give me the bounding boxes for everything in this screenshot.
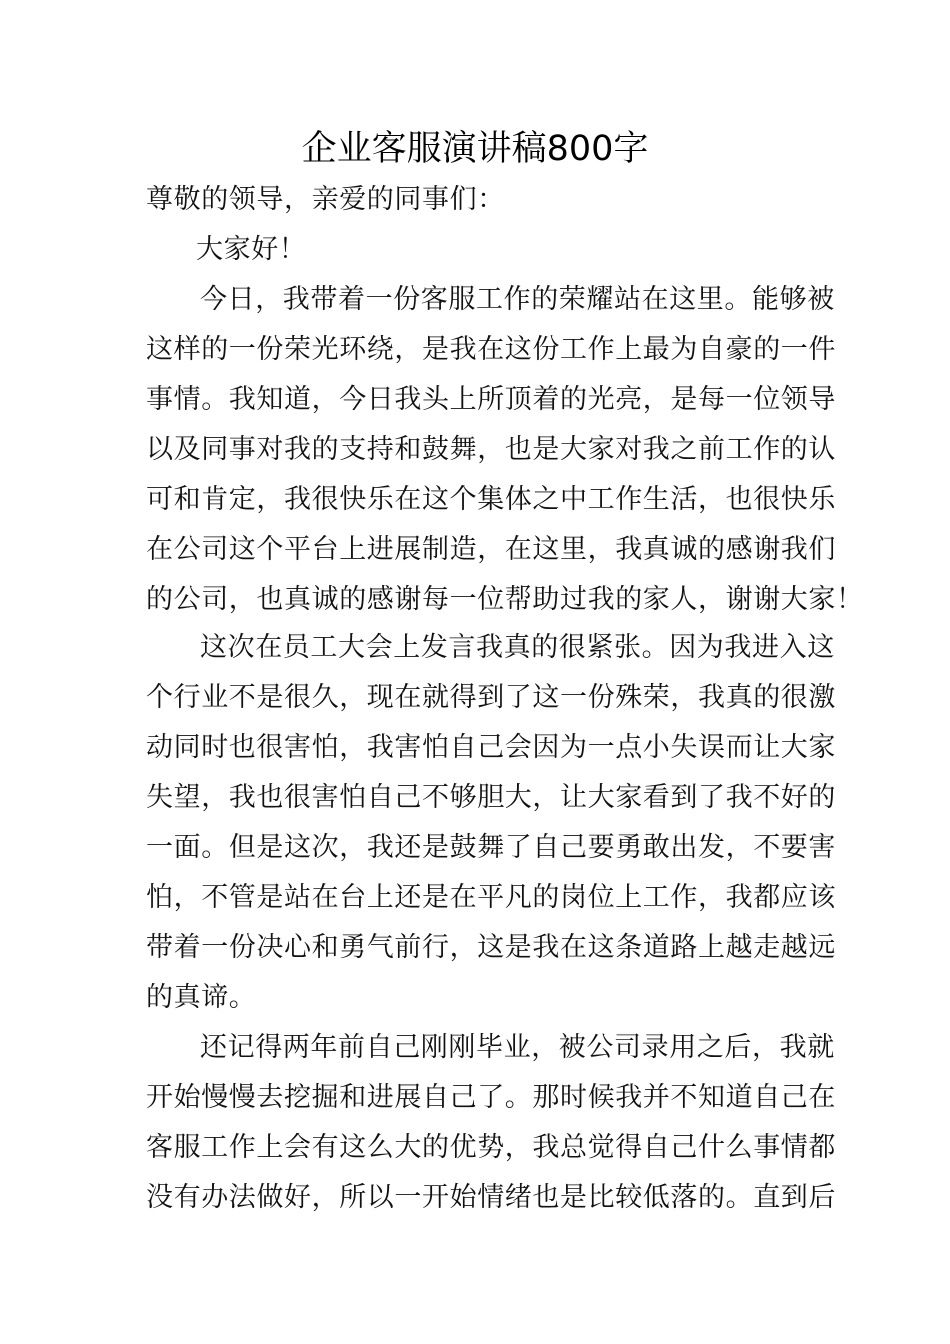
paragraph-line: 没有办法做好，所以一开始情绪也是比较低落的。直到后 [146, 1182, 836, 1213]
paragraph-line: 这样的一份荣光环绕，是我在这份工作上最为自豪的一件 [146, 334, 836, 365]
paragraph-line: 个行业不是很久，现在就得到了这一份殊荣，我真的很激 [146, 682, 836, 713]
paragraph-line: 今日，我带着一份客服工作的荣耀站在这里。能够被 [200, 284, 835, 315]
paragraph-line: 怕，不管是站在台上还是在平凡的岗位上工作，我都应该 [146, 882, 836, 913]
salutation: 尊敬的领导，亲爱的同事们： [146, 184, 505, 215]
paragraph-line: 的真谛。 [146, 982, 257, 1013]
paragraph-line: 可和肯定，我很快乐在这个集体之中工作生活，也很快乐 [146, 484, 836, 515]
paragraph-line: 还记得两年前自己刚刚毕业，被公司录用之后，我就 [200, 1032, 835, 1063]
paragraph-line: 一面。但是这次，我还是鼓舞了自己要勇敢出发，不要害 [146, 832, 836, 863]
paragraph-line: 带着一份决心和勇气前行，这是我在这条道路上越走越远 [146, 932, 836, 963]
paragraph-line: 事情。我知道，今日我头上所顶着的光亮，是每一位领导 [146, 384, 836, 415]
paragraph-line: 客服工作上会有这么大的优势，我总觉得自己什么事情都 [146, 1132, 836, 1163]
paragraph-line: 这次在员工大会上发言我真的很紧张。因为我进入这 [200, 632, 835, 663]
paragraph-line: 开始慢慢去挖掘和进展自己了。那时候我并不知道自己在 [146, 1082, 836, 1113]
greeting: 大家好！ [196, 234, 307, 265]
document-title: 企业客服演讲稿800字 [301, 129, 649, 169]
paragraph-line: 失望，我也很害怕自己不够胆大，让大家看到了我不好的 [146, 782, 836, 813]
paragraph-line: 的公司，也真诚的感谢每一位帮助过我的家人，谢谢大家！ [146, 584, 864, 615]
paragraph-line: 动同时也很害怕，我害怕自己会因为一点小失误而让大家 [146, 732, 836, 763]
paragraph-line: 在公司这个平台上进展制造，在这里，我真诚的感谢我们 [146, 534, 836, 565]
paragraph-line: 以及同事对我的支持和鼓舞，也是大家对我之前工作的认 [146, 434, 836, 465]
